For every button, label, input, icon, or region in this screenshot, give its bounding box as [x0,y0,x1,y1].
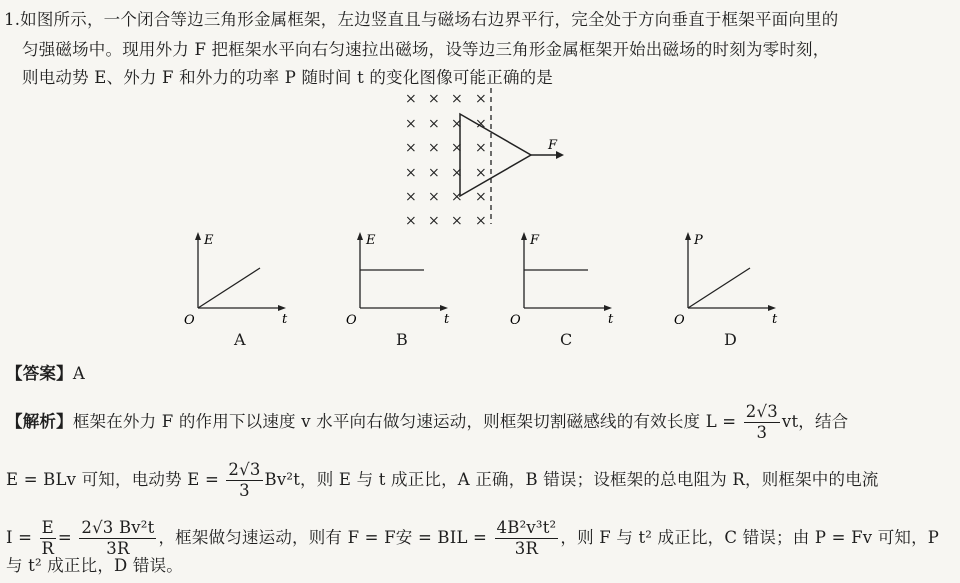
field-cross: × [475,213,487,229]
answer-label: 【答案】 [6,364,73,383]
field-cross: × [451,91,463,107]
answer-line [6,360,85,384]
field-cross: × [428,213,440,229]
answer-value: A [72,364,85,383]
explanation-text: E = BLv 可知，电动势 E = [6,470,219,489]
y-axis-arrow [357,232,363,240]
option-label-d: D [724,330,737,349]
question-line-2: 匀强磁场中。现用外力 F 把框架水平向右匀速拉出磁场，设等边三角形金属框架开始出磁场的时刻为零时刻， [22,40,830,59]
graph-line [198,268,260,308]
x-axis-label: t [772,312,778,327]
field-cross: × [405,140,417,156]
field-cross: × [428,91,440,107]
y-axis-arrow [685,232,691,240]
field-cross: × [475,91,487,107]
graph-line [688,268,750,308]
field-cross: × [405,91,417,107]
field-cross: × [405,165,417,181]
x-axis-arrow [440,305,448,311]
option-graph-d [672,228,782,328]
y-axis-label: E [204,233,214,248]
field-cross: × [451,213,463,229]
fraction: $\frac{2√3}{3}$ [228,460,261,500]
field-cross: × [428,116,440,132]
triangle-frame [460,114,531,196]
fraction: $\frac{2√3}{3}$ [745,402,778,442]
field-cross: × [428,140,440,156]
x-axis-arrow [604,305,612,311]
explanation-line-1 [6,402,848,443]
field-cross: × [428,189,440,205]
fraction: $\frac{E}{R}$ [41,518,55,558]
field-cross: × [451,165,463,181]
option-label-b: B [396,330,408,349]
question-line-1: 1.如图所示，一个闭合等边三角形金属框架，左边竖直且与磁场右边界平行，完全处于方向垂直于框架平面向里的 [4,10,839,29]
field-cross: × [475,165,487,181]
magnetic-field-figure [396,84,576,229]
origin-label: O [184,313,195,328]
field-cross: × [475,116,487,132]
x-axis-arrow [768,305,776,311]
x-axis-arrow [278,305,286,311]
field-cross: × [451,140,463,156]
field-cross: × [451,189,463,205]
explanation-line-2 [6,460,879,501]
explanation-text: 框架在外力 F 的作用下以速度 v 水平向右做匀速运动，则框架切割磁感线的有效长度 L = [72,412,737,431]
option-label-a: A [234,330,246,349]
explanation-text: Bv²t，则 E 与 t 成正比，A 正确，B 错误；设框架的总电阻为 R，则框架中的电流 [264,470,879,489]
y-axis-label: P [694,233,703,248]
field-cross: × [405,116,417,132]
explanation-text: ，则 F 与 t² 成正比，C 错误；由 P = Fv 可知，P [560,528,940,547]
force-label: F [548,138,558,153]
force-arrowhead [556,151,564,159]
x-axis-label: t [608,312,614,327]
origin-label: O [674,313,685,328]
option-graph-b [344,228,454,328]
question-line-3: 则电动势 E、外力 F 和外力的功率 P 随时间 t 的变化图像可能正确的是 [22,68,554,87]
y-axis-arrow [521,232,527,240]
field-cross: × [451,116,463,132]
y-axis-label: E [366,233,376,248]
field-cross: × [475,140,487,156]
origin-label: O [346,313,357,328]
field-cross: × [405,213,417,229]
x-axis-label: t [282,312,288,327]
explanation-text: = [57,528,72,547]
field-cross: × [428,165,440,181]
explanation-text: ，框架做匀速运动，则有 F = F安 = BIL = [158,528,488,547]
explanation-label: 【解析】 [6,412,73,431]
option-graph-c [508,228,618,328]
fraction: $\frac{\text{4B²v³t²}}{3R}$ [496,518,557,558]
explanation-text: I = [6,528,33,547]
field-cross: × [405,189,417,205]
explanation-text: vt，结合 [781,412,849,431]
x-axis-label: t [444,312,450,327]
field-crosses [405,91,487,229]
field-cross: × [475,189,487,205]
option-graph-a [182,228,292,328]
y-axis-label: F [530,233,540,248]
y-axis-arrow [195,232,201,240]
option-label-c: C [560,330,573,349]
explanation-line-4: 与 t² 成正比，D 错误。 [6,556,184,575]
fraction: $\frac{\text{2√3 Bv²t}}{3R}$ [81,518,155,558]
origin-label: O [510,313,521,328]
